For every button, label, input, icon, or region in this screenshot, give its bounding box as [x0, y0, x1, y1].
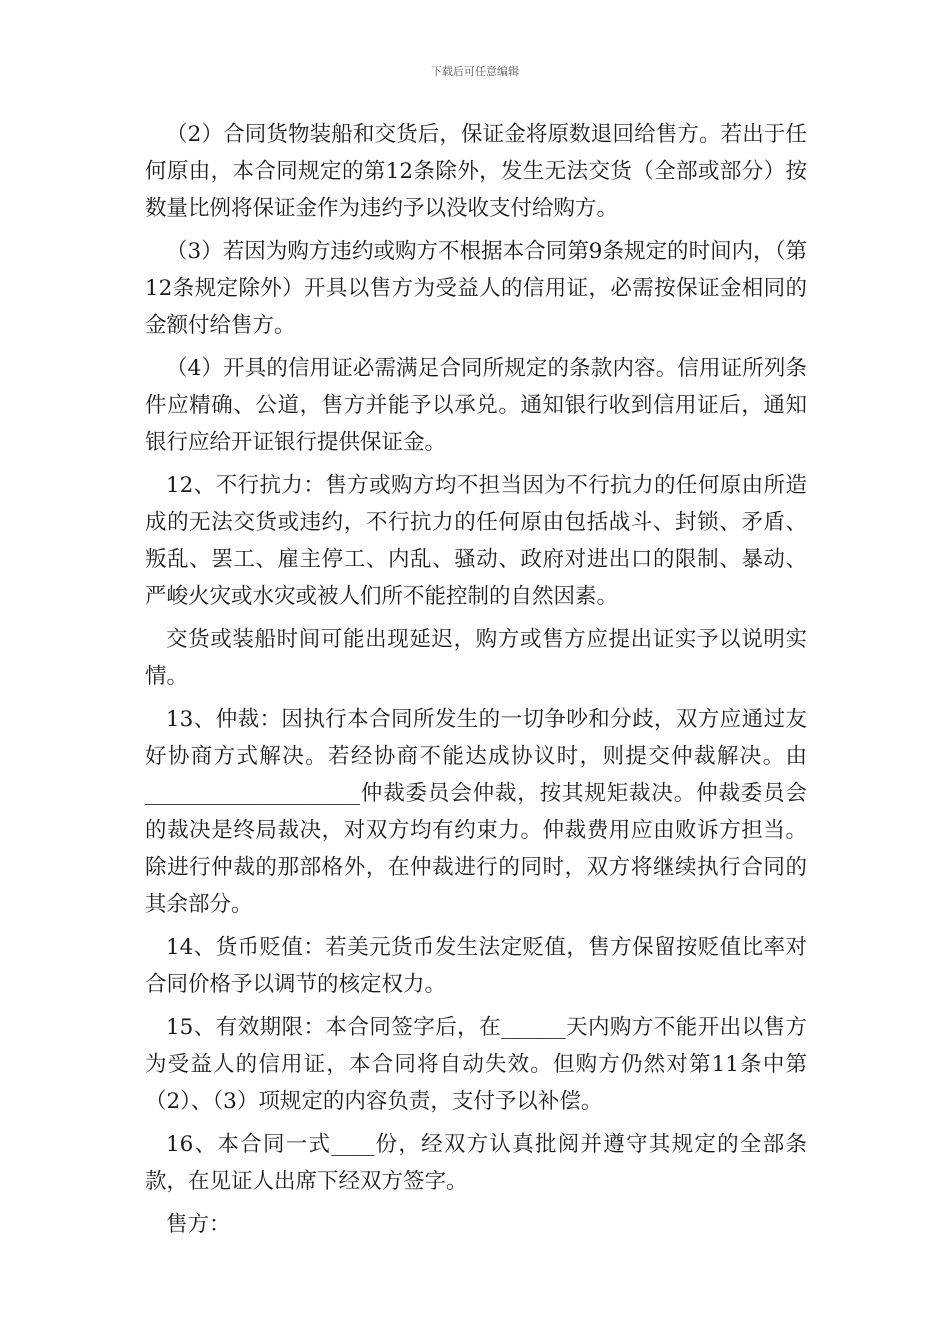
paragraph-buyer-default: （3）若因为购方违约或购方不根据本合同第9条规定的时间内，（第12条规定除外）开具以售方为受益人的信用证，必需按保证金相同的金额付给售方。: [145, 239, 807, 338]
paragraph-force-majeure: 12、不行抗力：售方或购方均不担当因为不行抗力的任何原由所造成的无法交货或违约，不行抗力的任何原由包括战斗、封锁、矛盾、叛乱、罢工、雇主停工、内乱、骚动、政府对进出口的限制、暴动、严峻火灾或水灾或被人们所不能控制的自然因素。: [145, 473, 807, 609]
paragraph-copies: 16、本合同一式____份，经双方认真批阅并遵守其规定的全部条款，在见证人出席下经双方签字。: [145, 1132, 807, 1194]
paragraph-currency-devaluation: 14、货币贬值：若美元货币发生法定贬值，售方保留按贬值比率对合同价格予以调节的核定权力。: [145, 935, 807, 997]
document-body: [145, 116, 807, 1243]
paragraph-deposit-return: （2）合同货物装船和交货后，保证金将原数退回给售方。若出于任何原由，本合同规定的第12条除外，发生无法交货（全部或部分）按数量比例将保证金作为违约予以没收支付给购方。: [145, 122, 807, 221]
paragraph-delivery-delay: 交货或装船时间可能出现延迟，购方或售方应提出证实予以说明实情。: [145, 627, 807, 689]
seller-signature-label: 售方：: [166, 1212, 231, 1237]
page-header-note: 下载后可任意编辑: [431, 65, 519, 78]
paragraph-arbitration: 13、仲裁：因执行本合同所发生的一切争吵和分歧，双方应通过友好协商方式解决。若经协商不能达成协议时，则提交仲裁解决。由____________________仲裁委员会仲裁，按其规矩裁决。仲裁委员会的裁决是终局裁决，对双方均有约束力。仲裁费用应由败诉方担当。除进行仲裁的那部格外，在仲裁进行的同时，双方将继续执行合同的其余部分。: [145, 707, 807, 917]
paragraph-letter-of-credit: （4）开具的信用证必需满足合同所规定的条款内容。信用证所列条件应精确、公道，售方并能予以承兑。通知银行收到信用证后，通知银行应给开证银行提供保证金。: [145, 356, 807, 455]
paragraph-validity-period: 15、有效期限：本合同签字后，在______天内购方不能开出以售方为受益人的信用证，本合同将自动失效。但购方仍然对第11条中第（2）、（3）项规定的内容负责，支付予以补偿。: [145, 1015, 807, 1114]
